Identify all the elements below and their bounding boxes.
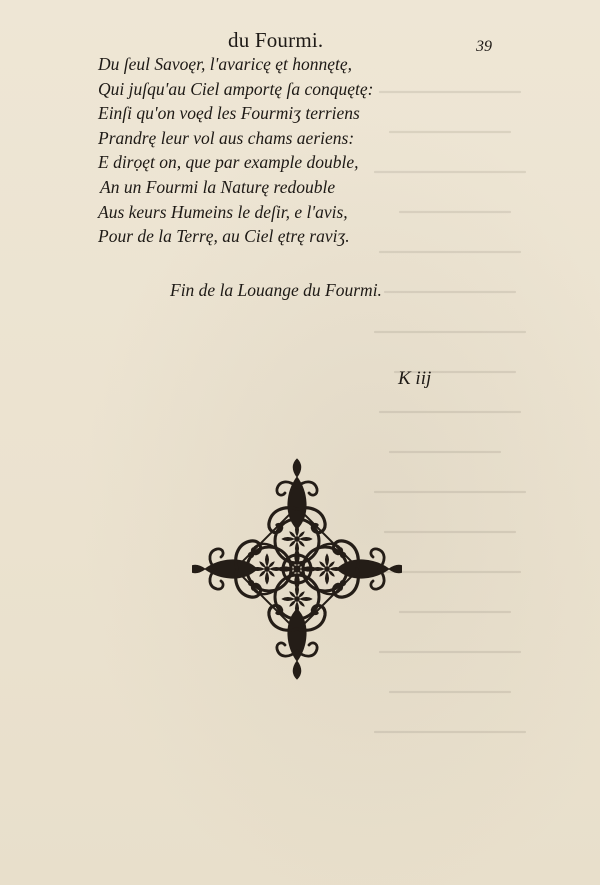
running-head: du Fourmi. [228, 28, 324, 52]
verse-line: Einſi qu'on voęd les Fourmiʒ terriens [98, 103, 360, 124]
verse-line: Prandrę leur vol aus chams aeriens: [98, 127, 355, 148]
verse-line: Qui juſqu'au Ciel amportę ſa conquętę: [98, 78, 374, 99]
verse-line: Pour de la Terrę, au Ciel ętrę raviʒ. [98, 226, 350, 247]
colophon-line: Fin de la Louange du Fourmi. [170, 280, 382, 300]
page-number: 39 [476, 38, 492, 55]
verse-line: Aus keurs Humeins le deſir, e l'avis, [98, 201, 348, 222]
verse-line: Du ſeul Savoęr, l'avaricę ęt honnętę, [98, 54, 353, 74]
verse-stanza [98, 52, 373, 249]
verse-line: An un Fourmi la Naturę redouble [100, 176, 336, 197]
signature-mark: K iij [398, 368, 432, 389]
fleuron-ornament-icon [192, 455, 402, 683]
verse-line: E dirọęt on, que par example double, [98, 152, 359, 173]
